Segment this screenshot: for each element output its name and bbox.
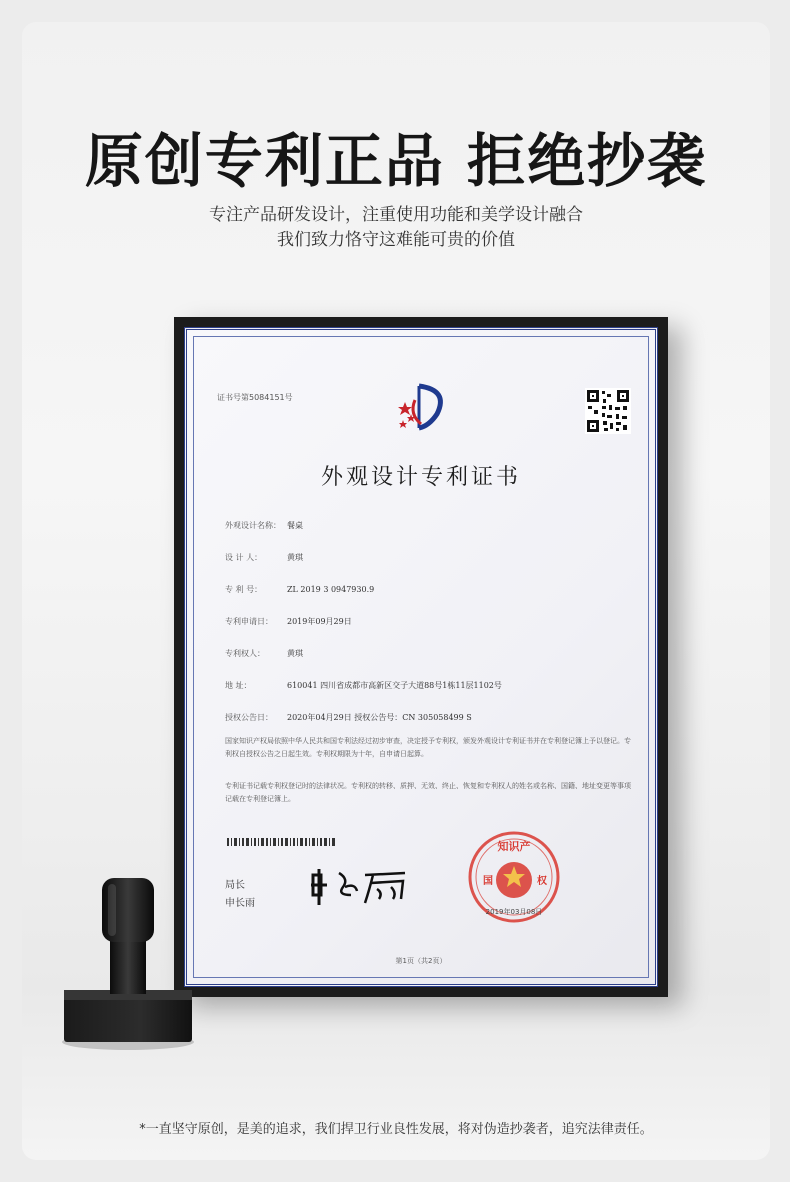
patent-emblem-icon <box>397 380 455 438</box>
certificate-number: 证书号第5084151号 <box>217 393 293 402</box>
sign-label-director: 局长 <box>225 880 245 891</box>
certificate-title: 外观设计专利证书 <box>320 465 521 490</box>
field-patentee: 专利权人： 黄琪 <box>225 649 303 658</box>
subtitle-line-2: 我们致力恪守这难能可贵的价值 <box>277 230 515 250</box>
page-number: 第1页（共2页） <box>395 957 447 965</box>
qr-code-icon <box>585 388 631 434</box>
subtitle-line-1: 专注产品研发设计，注重使用功能和美学设计融合 <box>209 205 583 225</box>
patent-certificate <box>184 327 658 987</box>
product-card <box>22 22 770 1160</box>
legal-footnote: *一直坚守原创，是美的追求，我们捍卫行业良性发展，将对伪造抄袭者，追究法律责任。 <box>139 1122 653 1137</box>
certificate-frame <box>174 317 668 997</box>
svg-text:知识产: 知识产 <box>497 840 531 853</box>
svg-text:国: 国 <box>483 876 493 887</box>
field-announcement-date: 授权公告日： 2020年04月29日 授权公告号：CN 305058499 S <box>225 713 472 722</box>
signature-icon <box>307 865 417 909</box>
seal-date: 2019年03月08日 <box>485 908 543 916</box>
rubber-stamp-icon <box>62 870 194 1050</box>
field-address: 地 址： 610041 四川省成都市高新区交子大道88号1栋11层1102号 <box>225 681 502 690</box>
field-patent-number: 专 利 号： ZL 2019 3 0947930.9 <box>225 585 375 594</box>
certificate-paragraph-1: 国家知识产权局依照中华人民共和国专利法经过初步审查，决定授予专利权，颁发外观设计专利证书并在专利登记簿上予以登记。专利权自授权公告之日起生效。专利权期限为十年，自申请日起算。 <box>225 737 631 758</box>
official-seal-icon <box>465 828 563 926</box>
barcode-icon <box>227 838 337 846</box>
sign-label-name: 申长雨 <box>225 898 255 909</box>
field-design-name: 外观设计名称： 餐桌 <box>225 521 303 530</box>
headline: 原创专利正品 拒绝抄袭 <box>84 127 708 195</box>
field-application-date: 专利申请日： 2019年09月29日 <box>225 617 352 626</box>
certificate-paragraph-2: 专利证书记载专利权登记时的法律状况。专利权的转移、质押、无效、终止、恢复和专利权人的姓名或名称、国籍、地址变更等事项记载在专利登记簿上。 <box>225 782 631 803</box>
field-designer: 设 计 人： 黄琪 <box>225 553 303 562</box>
svg-text:权: 权 <box>537 876 547 887</box>
